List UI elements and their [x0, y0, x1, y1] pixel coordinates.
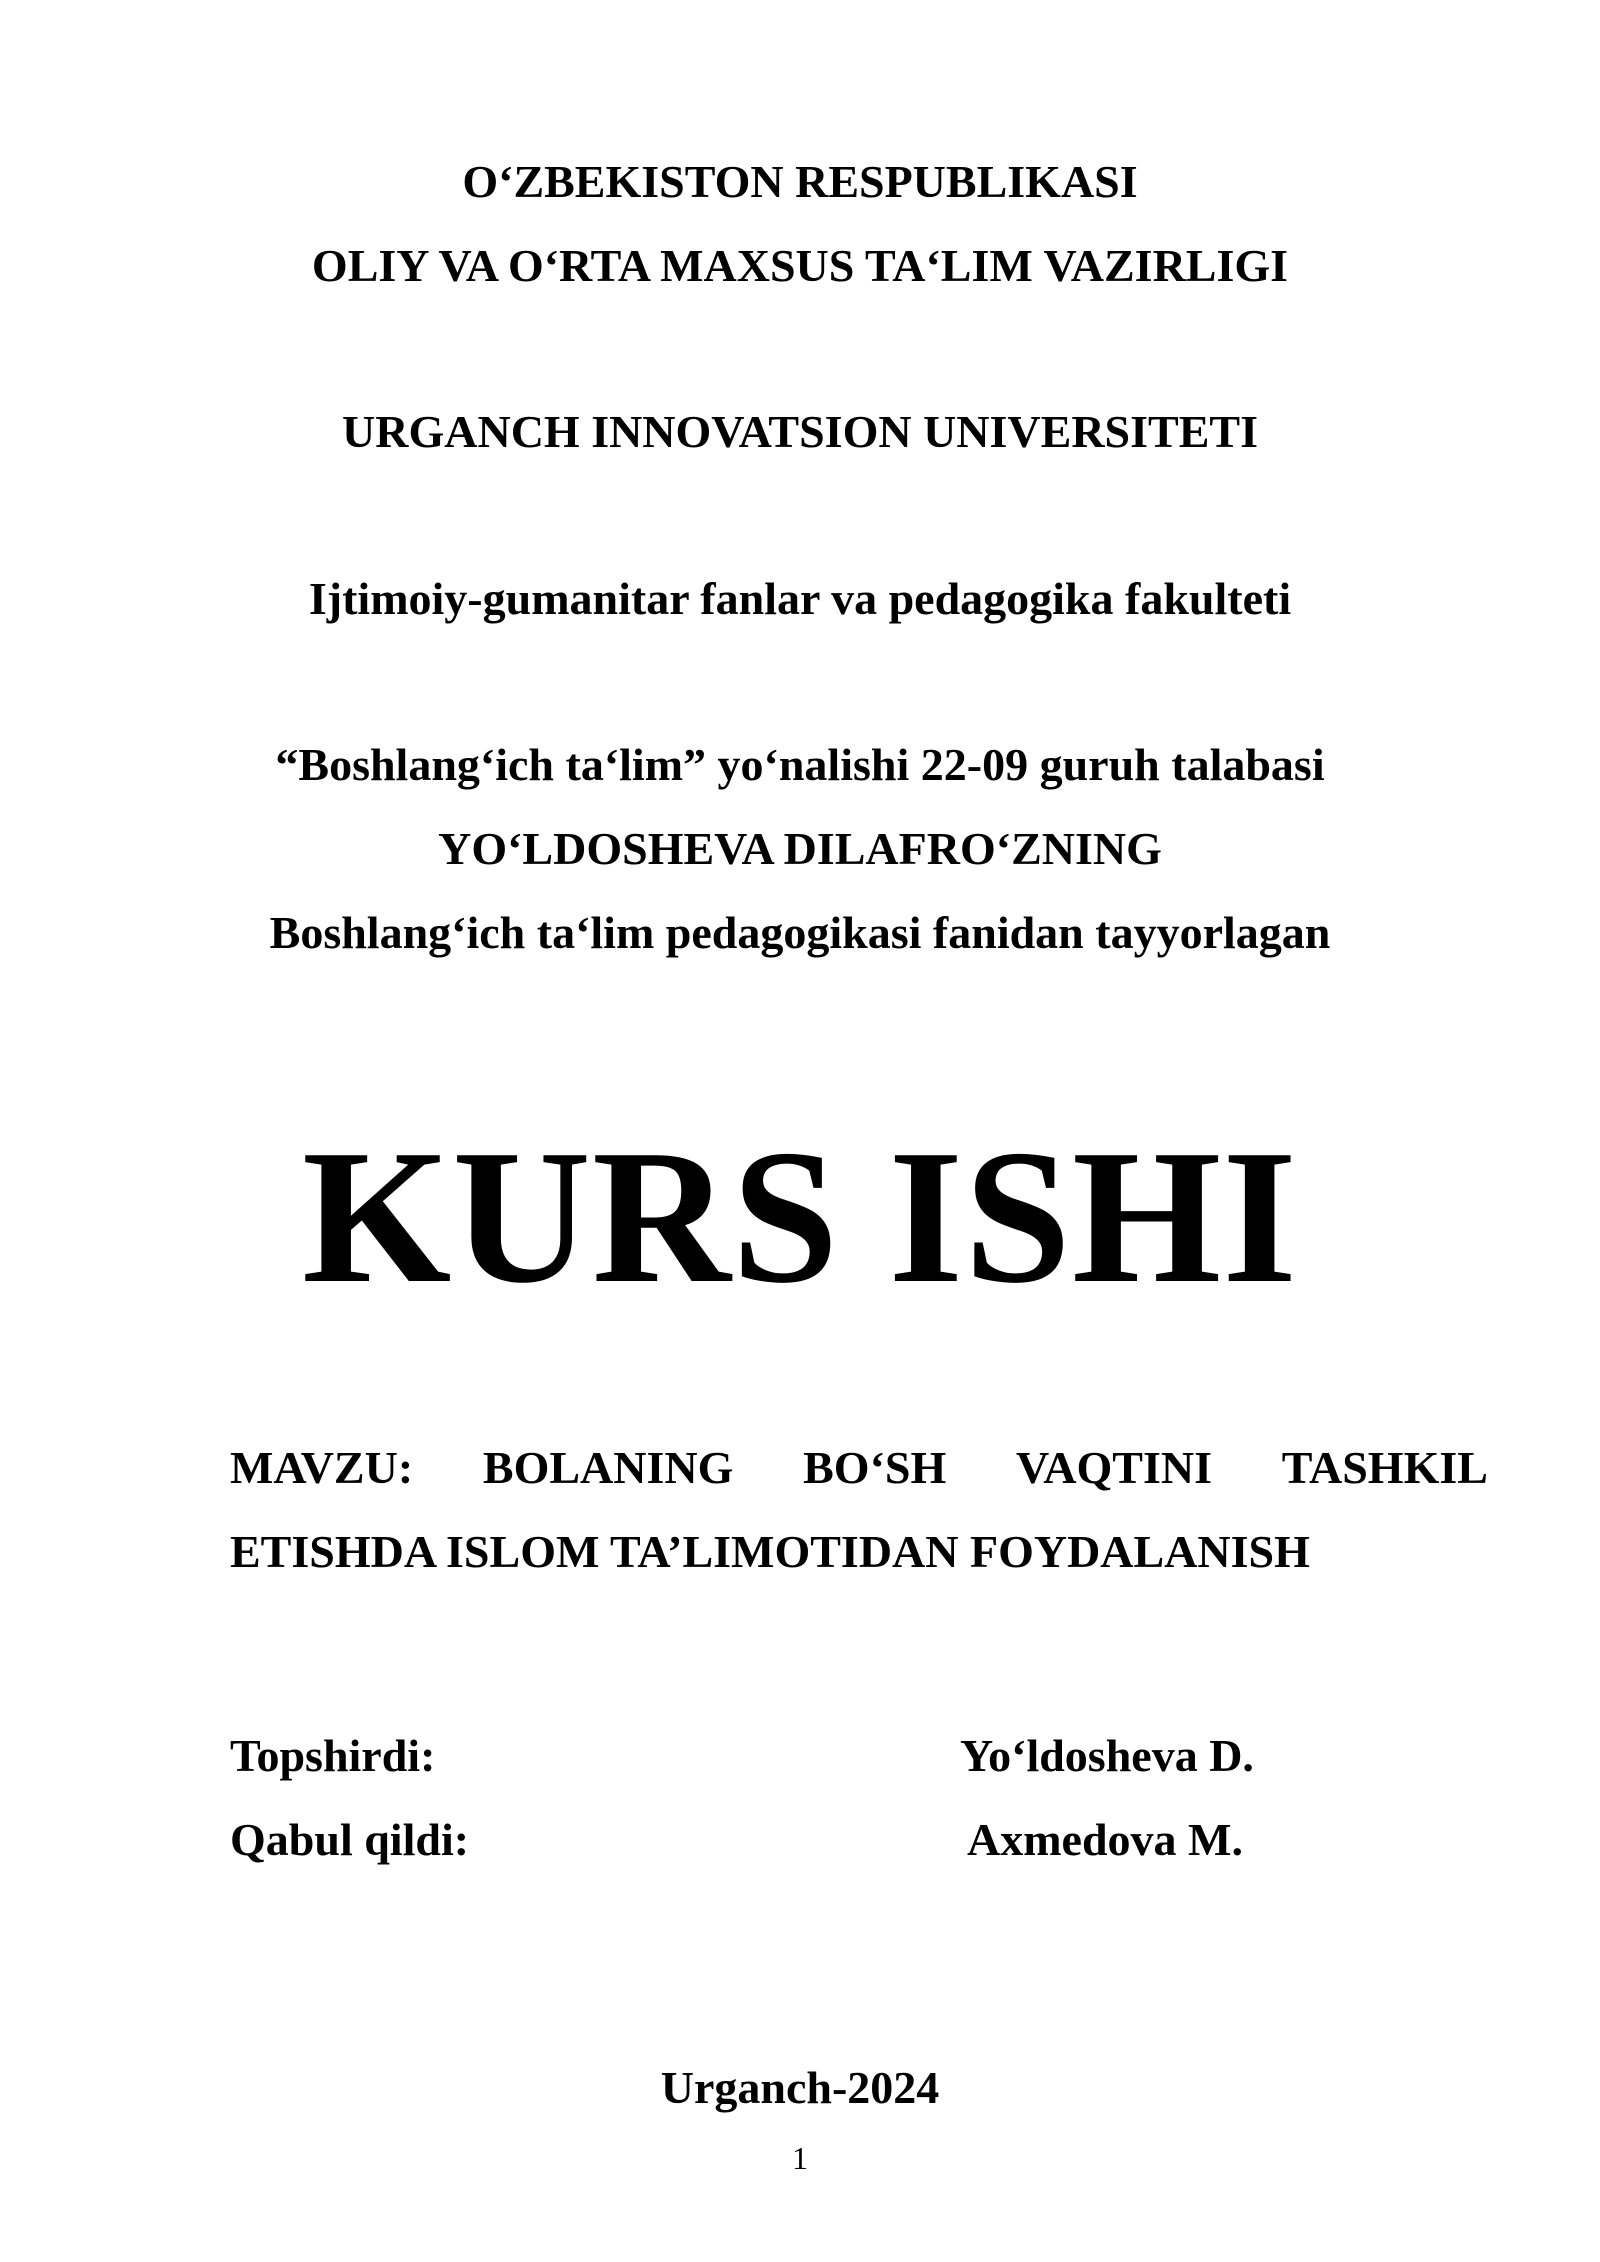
topic-word: VAQTINI — [1016, 1442, 1212, 1493]
submitted-label: Topshirdi: — [230, 1730, 436, 1781]
republic-heading: O‘ZBEKISTON RESPUBLIKASI — [462, 156, 1138, 207]
faculty-heading: Ijtimoiy-gumanitar fanlar va pedagogika fakulteti — [308, 573, 1292, 624]
topic-block — [230, 1426, 1488, 1594]
accepted-value: Axmedova M. — [967, 1814, 1243, 1865]
ministry-heading: OLIY VA O‘RTA MAXSUS TA‘LIM VAZIRLIGI — [311, 240, 1289, 291]
subject-line: Boshlang‘ich ta‘lim pedagogikasi fanidan tayyorlagan — [269, 907, 1331, 958]
student-direction-line: “Boshlang‘ich ta‘lim” yo‘nalishi 22-09 guruh talabasi — [275, 739, 1325, 790]
topic-word: MAVZU: — [230, 1442, 414, 1493]
submitted-value: Yo‘ldosheva D. — [960, 1730, 1254, 1781]
student-name: YO‘LDOSHEVA DILAFRO‘ZNING — [438, 823, 1162, 874]
page-number: 1 — [792, 2140, 808, 2176]
topic-line-2: ETISHDA ISLOM TA’LIMOTIDAN FOYDALANISH — [230, 1526, 1310, 1577]
topic-line-1 — [230, 1426, 1488, 1510]
topic-word: TASHKIL — [1281, 1442, 1488, 1493]
university-heading: URGANCH INNOVATSION UNIVERSITETI — [342, 406, 1258, 457]
topic-word: BO‘SH — [803, 1442, 947, 1493]
topic-word: BOLANING — [482, 1442, 734, 1493]
document-title: KURS ISHI — [302, 1110, 1298, 1323]
city-year: Urganch-2024 — [660, 2062, 940, 2113]
accepted-label: Qabul qildi: — [230, 1814, 470, 1865]
